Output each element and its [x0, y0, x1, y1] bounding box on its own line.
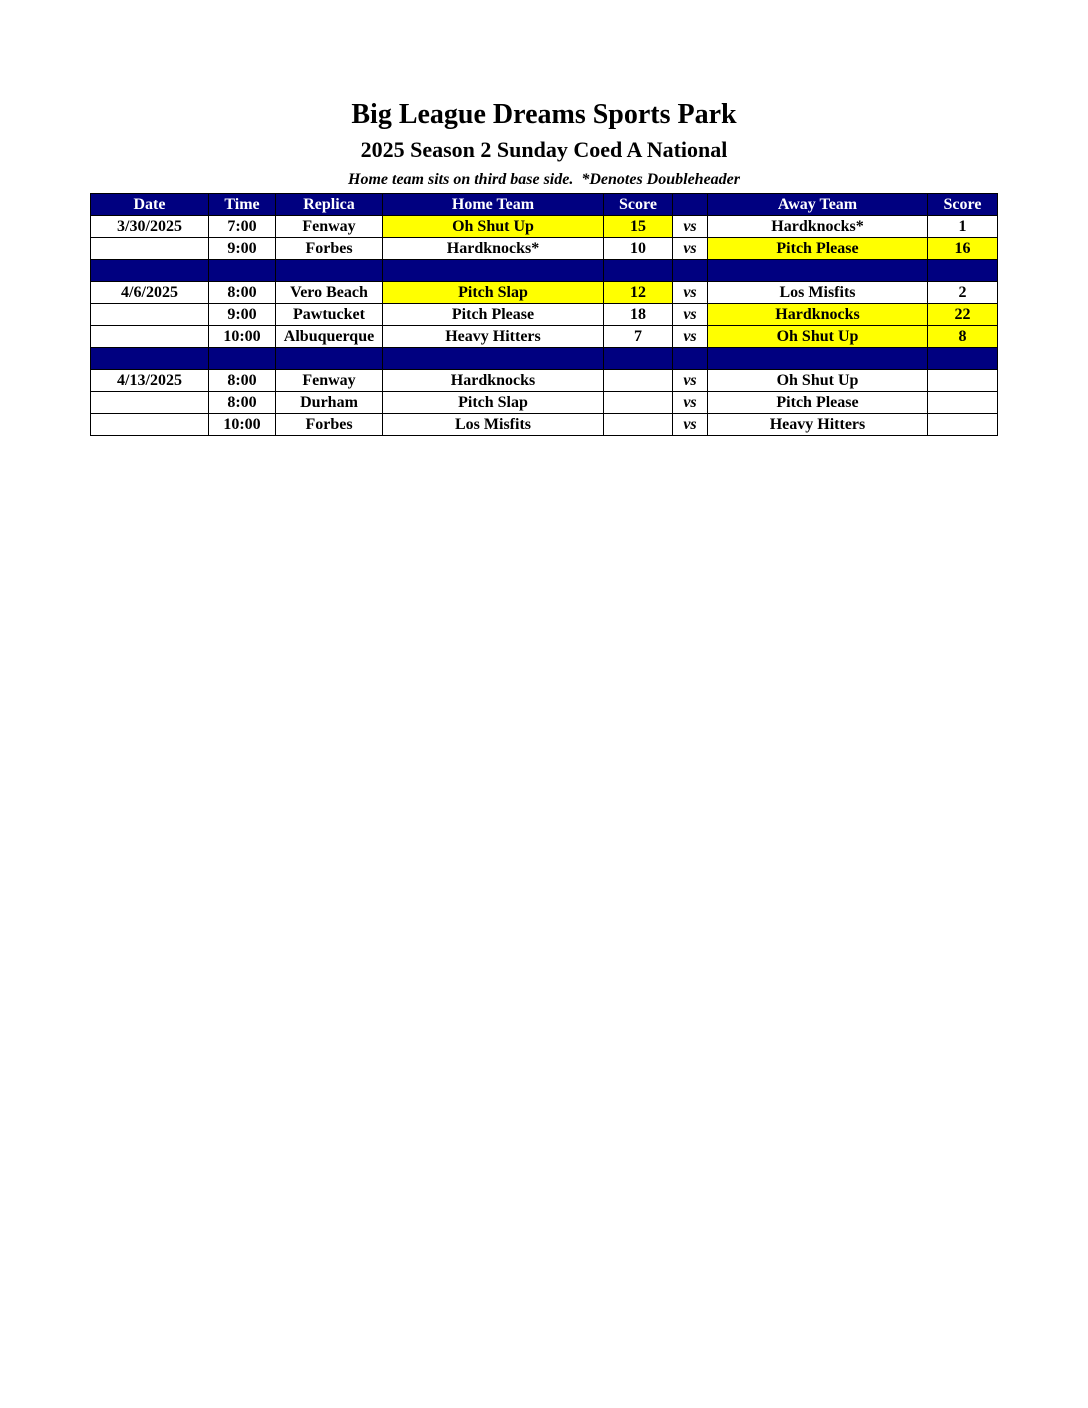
away-score: 2 — [928, 282, 998, 304]
away-team: Hardknocks* — [708, 216, 928, 238]
game-replica: Albuquerque — [276, 326, 383, 348]
game-date — [91, 326, 209, 348]
column-header-date: Date — [91, 194, 209, 216]
game-replica: Forbes — [276, 238, 383, 260]
vs-label: vs — [673, 326, 708, 348]
vs-label: vs — [673, 370, 708, 392]
game-date — [91, 304, 209, 326]
away-score — [928, 414, 998, 436]
game-time: 9:00 — [209, 304, 276, 326]
game-replica: Durham — [276, 392, 383, 414]
home-score: 10 — [604, 238, 673, 260]
home-team: Pitch Slap — [383, 392, 604, 414]
home-team: Los Misfits — [383, 414, 604, 436]
game-date: 4/13/2025 — [91, 370, 209, 392]
schedule-note — [0, 169, 1088, 191]
table-row — [91, 304, 998, 326]
column-header-home-score: Score — [604, 194, 673, 216]
page-title: Big League Dreams Sports Park — [351, 99, 737, 130]
home-team: Oh Shut Up — [383, 216, 604, 238]
home-score: 18 — [604, 304, 673, 326]
table-row — [91, 370, 998, 392]
game-date — [91, 414, 209, 436]
away-team: Oh Shut Up — [708, 326, 928, 348]
game-time: 10:00 — [209, 326, 276, 348]
vs-label: vs — [673, 282, 708, 304]
home-team: Hardknocks* — [383, 238, 604, 260]
column-header-home-team: Home Team — [383, 194, 604, 216]
game-time: 8:00 — [209, 370, 276, 392]
game-date: 4/6/2025 — [91, 282, 209, 304]
home-score: 15 — [604, 216, 673, 238]
game-time: 9:00 — [209, 238, 276, 260]
column-header-away-score: Score — [928, 194, 998, 216]
home-score: 7 — [604, 326, 673, 348]
home-score — [604, 392, 673, 414]
game-replica: Fenway — [276, 216, 383, 238]
home-team: Hardknocks — [383, 370, 604, 392]
away-team: Oh Shut Up — [708, 370, 928, 392]
game-date — [91, 238, 209, 260]
game-replica: Forbes — [276, 414, 383, 436]
home-score — [604, 414, 673, 436]
table-row — [91, 282, 998, 304]
away-score: 16 — [928, 238, 998, 260]
table-row — [91, 392, 998, 414]
column-header-vs — [673, 194, 708, 216]
page-subtitle: 2025 Season 2 Sunday Coed A National — [360, 137, 728, 162]
game-date — [91, 392, 209, 414]
away-team: Pitch Please — [708, 392, 928, 414]
vs-label: vs — [673, 392, 708, 414]
vs-label: vs — [673, 238, 708, 260]
week-separator — [91, 348, 998, 370]
game-time: 8:00 — [209, 282, 276, 304]
away-team: Heavy Hitters — [708, 414, 928, 436]
game-time: 10:00 — [209, 414, 276, 436]
away-score — [928, 392, 998, 414]
schedule-table — [90, 193, 998, 436]
table-row — [91, 414, 998, 436]
game-time: 8:00 — [209, 392, 276, 414]
table-row — [91, 238, 998, 260]
column-header-time: Time — [209, 194, 276, 216]
table-header-row — [91, 194, 998, 216]
doubleheader-note: *Denotes Doubleheader — [581, 171, 740, 188]
home-team: Pitch Please — [383, 304, 604, 326]
vs-label: vs — [673, 414, 708, 436]
away-score: 22 — [928, 304, 998, 326]
table-row — [91, 216, 998, 238]
table-row — [91, 326, 998, 348]
game-replica: Pawtucket — [276, 304, 383, 326]
home-side-note: Home team sits on third base side. — [348, 171, 574, 188]
home-score — [604, 370, 673, 392]
away-score — [928, 370, 998, 392]
vs-label: vs — [673, 216, 708, 238]
vs-label: vs — [673, 304, 708, 326]
column-header-away-team: Away Team — [708, 194, 928, 216]
game-time: 7:00 — [209, 216, 276, 238]
away-team: Los Misfits — [708, 282, 928, 304]
away-team: Pitch Please — [708, 238, 928, 260]
game-date: 3/30/2025 — [91, 216, 209, 238]
away-team: Hardknocks — [708, 304, 928, 326]
game-replica: Vero Beach — [276, 282, 383, 304]
game-replica: Fenway — [276, 370, 383, 392]
home-score: 12 — [604, 282, 673, 304]
home-team: Heavy Hitters — [383, 326, 604, 348]
away-score: 1 — [928, 216, 998, 238]
home-team: Pitch Slap — [383, 282, 604, 304]
week-separator — [91, 260, 998, 282]
column-header-replica: Replica — [276, 194, 383, 216]
away-score: 8 — [928, 326, 998, 348]
